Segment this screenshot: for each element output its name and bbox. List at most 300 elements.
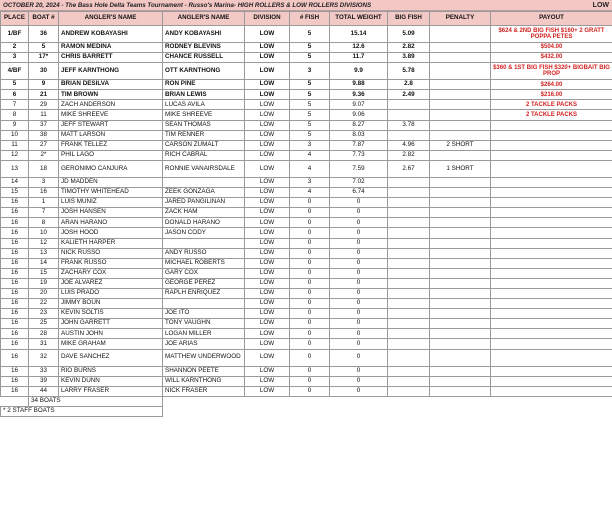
table-row [1,150,612,160]
boat-cell: 36 [29,26,59,43]
place-cell: 16 [1,198,29,208]
angler-2-cell [163,299,245,309]
table-row [1,299,612,309]
payout-cell [491,366,612,376]
division-cell: LOW [245,63,290,80]
boat-cell: 11 [29,110,59,120]
big-fish-cell [388,376,430,386]
total-weight-cell: 8.03 [330,130,388,140]
place-cell: 2 [1,43,29,53]
angler-2-cell: LUCAS AVILA [163,100,245,110]
division-cell: LOW [245,349,290,366]
penalty-cell [430,150,491,160]
fish-count-cell: 0 [290,319,330,329]
division-cell: LOW [245,339,290,349]
payout-cell [491,386,612,396]
place-cell: 16 [1,248,29,258]
angler-2-cell: WILL KARNTHONG [163,376,245,386]
place-cell: 16 [1,376,29,386]
place-cell: 14 [1,177,29,187]
boat-cell: 13 [29,248,59,258]
payout-cell [491,218,612,228]
total-weight-cell: 0 [330,329,388,339]
boat-cell: 20 [29,288,59,298]
penalty-cell [430,208,491,218]
big-fish-cell [388,349,430,366]
payout-cell [491,140,612,150]
table-row [1,288,612,298]
fish-count-cell: 0 [290,349,330,366]
table-row [1,130,612,140]
total-weight-cell: 0 [330,258,388,268]
angler-1-cell: GERONIMO CANJURA [59,160,163,177]
total-weight-cell: 0 [330,208,388,218]
boat-cell: 8 [29,218,59,228]
table-row [1,218,612,228]
place-cell: 3 [1,53,29,63]
place-cell: 16 [1,238,29,248]
division-cell: LOW [245,299,290,309]
penalty-cell [430,130,491,140]
footer-row-total [1,396,612,406]
angler-2-cell: RICH CABRAL [163,150,245,160]
angler-1-cell: FRANK RUSSO [59,258,163,268]
footer-section [1,396,612,416]
angler-2-cell: RAPLH ENRIQUEZ [163,288,245,298]
table-row [1,53,612,63]
angler-1-cell: JOSH HANSEN [59,208,163,218]
place-cell: 16 [1,386,29,396]
col-place: PLACE [1,12,29,26]
angler-1-cell: MATT LARSON [59,130,163,140]
fish-count-cell: 0 [290,268,330,278]
place-cell: 16 [1,208,29,218]
fish-count-cell: 0 [290,208,330,218]
col-division: DIVISION [245,12,290,26]
division-cell: LOW [245,329,290,339]
table-row [1,248,612,258]
total-weight-cell: 0 [330,228,388,238]
angler-2-cell: MICHAEL ROBERTS [163,258,245,268]
big-fish-cell: 4.96 [388,140,430,150]
big-fish-cell: 5.78 [388,63,430,80]
fish-count-cell: 3 [290,177,330,187]
angler-2-cell: TONY VAUGHN [163,319,245,329]
big-fish-cell: 2.82 [388,43,430,53]
big-fish-cell: 3.89 [388,53,430,63]
penalty-cell [430,376,491,386]
total-weight-cell: 15.14 [330,26,388,43]
penalty-cell [430,110,491,120]
place-cell: 16 [1,228,29,238]
angler-2-cell: SEAN THOMAS [163,120,245,130]
payout-cell [491,309,612,319]
division-cell: LOW [245,100,290,110]
place-cell: 1/BF [1,26,29,43]
big-fish-cell [388,110,430,120]
boat-cell: 14 [29,258,59,268]
fish-count-cell: 4 [290,160,330,177]
place-cell: 16 [1,278,29,288]
place-cell: 16 [1,218,29,228]
table-row [1,319,612,329]
total-weight-cell: 9.36 [330,90,388,100]
penalty-cell [430,218,491,228]
big-fish-cell: 2.49 [388,90,430,100]
boat-cell: 10 [29,228,59,238]
angler-1-cell: TIM BROWN [59,90,163,100]
payout-cell [491,288,612,298]
payout-cell: $216.00 [491,90,612,100]
boat-cell: 22 [29,299,59,309]
total-boats: 34 BOATS [29,396,163,406]
table-row [1,188,612,198]
boat-cell: 25 [29,319,59,329]
fish-count-cell: 0 [290,386,330,396]
division-cell: LOW [245,258,290,268]
penalty-cell [430,309,491,319]
total-weight-cell: 9.88 [330,80,388,90]
results-table [0,11,612,417]
place-cell: 16 [1,268,29,278]
angler-2-cell: MATTHEW UNDERWOOD [163,349,245,366]
table-row [1,198,612,208]
boat-cell: 31 [29,339,59,349]
total-weight-cell: 0 [330,339,388,349]
angler-1-cell: KEVIN SOLTIS [59,309,163,319]
big-fish-cell: 5.09 [388,26,430,43]
fish-count-cell: 4 [290,150,330,160]
fish-count-cell: 0 [290,218,330,228]
angler-1-cell: JOSH HOOD [59,228,163,238]
angler-1-cell: MIKE GRAHAM [59,339,163,349]
penalty-cell [430,90,491,100]
payout-cell [491,177,612,187]
payout-cell [491,248,612,258]
place-cell: 7 [1,100,29,110]
division-cell: LOW [245,288,290,298]
penalty-cell [430,366,491,376]
place-cell: 16 [1,339,29,349]
total-weight-cell: 0 [330,299,388,309]
table-row [1,386,612,396]
division-cell: LOW [245,268,290,278]
fish-count-cell: 3 [290,63,330,80]
fish-count-cell: 0 [290,366,330,376]
big-fish-cell: 2.8 [388,80,430,90]
table-row [1,100,612,110]
total-weight-cell: 0 [330,349,388,366]
fish-count-cell: 0 [290,329,330,339]
boat-cell: 3 [29,177,59,187]
angler-2-cell: JOE ARIAS [163,339,245,349]
place-cell: 4/BF [1,63,29,80]
staff-boats-note: * 2 STAFF BOATS [1,406,163,416]
angler-1-cell: LUIS PRADO [59,288,163,298]
total-weight-cell: 0 [330,248,388,258]
boat-cell: 30 [29,63,59,80]
table-row [1,160,612,177]
angler-2-cell: MIKE SHREEVE [163,110,245,120]
division-cell: LOW [245,248,290,258]
angler-2-cell: ZEEK GONZAGA [163,188,245,198]
boat-cell: 7 [29,208,59,218]
fish-count-cell: 0 [290,288,330,298]
angler-2-cell: BRIAN LEWIS [163,90,245,100]
total-weight-cell: 6.74 [330,188,388,198]
table-row [1,63,612,80]
angler-1-cell: MIKE SHREEVE [59,110,163,120]
boat-cell: 21 [29,90,59,100]
big-fish-cell [388,319,430,329]
payout-cell [491,198,612,208]
table-row [1,258,612,268]
place-cell: 16 [1,258,29,268]
payout-cell [491,208,612,218]
table-row [1,110,612,120]
fish-count-cell: 5 [290,80,330,90]
total-weight-cell: 0 [330,386,388,396]
angler-1-cell: JIMMY BOUN [59,299,163,309]
penalty-cell [430,339,491,349]
penalty-cell [430,386,491,396]
total-weight-cell: 0 [330,198,388,208]
penalty-cell [430,177,491,187]
boat-cell: 2* [29,150,59,160]
angler-1-cell: DAVE SANCHEZ [59,349,163,366]
table-row [1,309,612,319]
division-cell: LOW [245,160,290,177]
penalty-cell: 1 SHORT [430,160,491,177]
angler-1-cell: FRANK TELLEZ [59,140,163,150]
division-cell: LOW [245,208,290,218]
big-fish-cell [388,198,430,208]
angler-2-cell: JOE ITO [163,309,245,319]
big-fish-cell: 2.67 [388,160,430,177]
payout-cell: $264.00 [491,80,612,90]
place-cell: 10 [1,130,29,140]
division-cell: LOW [245,150,290,160]
big-fish-cell [388,386,430,396]
division-cell: LOW [245,140,290,150]
total-weight-cell: 7.87 [330,140,388,150]
penalty-cell [430,319,491,329]
payout-cell [491,130,612,140]
division-cell: LOW [245,110,290,120]
total-weight-cell: 0 [330,288,388,298]
boat-cell: 16 [29,188,59,198]
table-row [1,339,612,349]
col-total-weight: TOTAL WEIGHT [330,12,388,26]
payout-cell [491,299,612,309]
division-cell: LOW [245,366,290,376]
fish-count-cell: 5 [290,53,330,63]
boat-cell: 9 [29,80,59,90]
payout-cell [491,349,612,366]
col-angler-1: ANGLER'S NAME [59,12,163,26]
angler-1-cell: ARAN HARANO [59,218,163,228]
boat-cell: 37 [29,120,59,130]
table-row [1,177,612,187]
payout-cell [491,376,612,386]
division-cell: LOW [245,80,290,90]
angler-2-cell: ANDY KOBAYASHI [163,26,245,43]
place-cell: 16 [1,299,29,309]
total-weight-cell: 0 [330,268,388,278]
penalty-cell [430,120,491,130]
total-weight-cell: 0 [330,366,388,376]
col-penalty: PENALTY [430,12,491,26]
payout-cell: $432.00 [491,53,612,63]
big-fish-cell: 3.78 [388,120,430,130]
payout-cell [491,160,612,177]
place-cell: 9 [1,120,29,130]
payout-cell [491,228,612,238]
place-cell: 16 [1,288,29,298]
place-cell: 16 [1,319,29,329]
fish-count-cell: 0 [290,248,330,258]
place-cell: 12 [1,150,29,160]
boat-cell: 17* [29,53,59,63]
fish-count-cell: 5 [290,100,330,110]
angler-1-cell: AUSTIN JOHN [59,329,163,339]
penalty-cell [430,288,491,298]
fish-count-cell: 5 [290,130,330,140]
place-cell: 8 [1,110,29,120]
penalty-cell [430,268,491,278]
big-fish-cell [388,248,430,258]
payout-cell [491,120,612,130]
big-fish-cell: 2.82 [388,150,430,160]
angler-2-cell [163,238,245,248]
big-fish-cell [388,228,430,238]
col-angler-2: ANGLER'S NAME [163,12,245,26]
header-row [1,12,612,26]
angler-1-cell: ZACH ANDERSON [59,100,163,110]
table-row [1,366,612,376]
angler-2-cell: LOGAN MILLER [163,329,245,339]
big-fish-cell [388,258,430,268]
table-row [1,329,612,339]
fish-count-cell: 0 [290,376,330,386]
angler-1-cell: JEFF KARNTHONG [59,63,163,80]
angler-1-cell: JEFF STEWART [59,120,163,130]
big-fish-cell [388,299,430,309]
boat-cell: 18 [29,160,59,177]
angler-2-cell: CARSON ZUMALT [163,140,245,150]
table-row [1,43,612,53]
boat-cell: 32 [29,349,59,366]
angler-1-cell: ANDREW KOBAYASHI [59,26,163,43]
payout-cell [491,188,612,198]
angler-2-cell: CHANCE RUSSELL [163,53,245,63]
total-weight-cell: 9.06 [330,110,388,120]
angler-2-cell: GARY COX [163,268,245,278]
total-weight-cell: 11.7 [330,53,388,63]
division-cell: LOW [245,177,290,187]
angler-2-cell: NICK FRASER [163,386,245,396]
angler-1-cell: BRIAN DESILVA [59,80,163,90]
division-cell: LOW [245,188,290,198]
angler-1-cell: JOHN GARRETT [59,319,163,329]
penalty-cell [430,329,491,339]
angler-1-cell: TIMOTHY WHITEHEAD [59,188,163,198]
payout-cell [491,339,612,349]
penalty-cell [430,349,491,366]
fish-count-cell: 0 [290,228,330,238]
big-fish-cell [388,278,430,288]
boat-cell: 39 [29,376,59,386]
angler-2-cell: TIM RENNER [163,130,245,140]
big-fish-cell [388,177,430,187]
total-weight-cell: 7.73 [330,150,388,160]
total-weight-cell: 0 [330,376,388,386]
division-cell: LOW [245,386,290,396]
place-cell: 11 [1,140,29,150]
angler-2-cell: GEORGE PEREZ [163,278,245,288]
big-fish-cell [388,238,430,248]
penalty-cell [430,188,491,198]
division-cell: LOW [245,309,290,319]
col-boat: BOAT # [29,12,59,26]
fish-count-cell: 0 [290,258,330,268]
total-weight-cell: 8.27 [330,120,388,130]
division-cell: LOW [245,198,290,208]
payout-cell: $504.00 [491,43,612,53]
results-body [1,26,612,397]
total-weight-cell: 7.02 [330,177,388,187]
payout-cell: 2 TACKLE PACKS [491,110,612,120]
angler-1-cell: LUIS MUNIZ [59,198,163,208]
total-weight-cell: 12.6 [330,43,388,53]
fish-count-cell: 0 [290,339,330,349]
angler-2-cell: OTT KARNTHONG [163,63,245,80]
payout-cell: 2 TACKLE PACKS [491,100,612,110]
payout-cell [491,329,612,339]
boat-cell: 1 [29,198,59,208]
division-cell: LOW [245,376,290,386]
penalty-cell [430,43,491,53]
total-weight-cell: 0 [330,278,388,288]
fish-count-cell: 5 [290,90,330,100]
fish-count-cell: 0 [290,238,330,248]
penalty-cell: 2 SHORT [430,140,491,150]
big-fish-cell [388,130,430,140]
table-row [1,208,612,218]
fish-count-cell: 5 [290,43,330,53]
division-cell: LOW [245,319,290,329]
place-cell: 13 [1,160,29,177]
place-cell: 16 [1,329,29,339]
penalty-cell [430,258,491,268]
angler-2-cell: DONALD HARANO [163,218,245,228]
boat-cell: 29 [29,100,59,110]
penalty-cell [430,248,491,258]
boat-cell: 19 [29,278,59,288]
payout-cell [491,278,612,288]
big-fish-cell [388,366,430,376]
col-big-fish: BIG FISH [388,12,430,26]
table-row [1,268,612,278]
penalty-cell [430,278,491,288]
angler-1-cell: CHRIS BARRETT [59,53,163,63]
fish-count-cell: 5 [290,26,330,43]
big-fish-cell [388,339,430,349]
table-row [1,238,612,248]
place-cell: 16 [1,349,29,366]
table-row [1,376,612,386]
payout-cell [491,258,612,268]
